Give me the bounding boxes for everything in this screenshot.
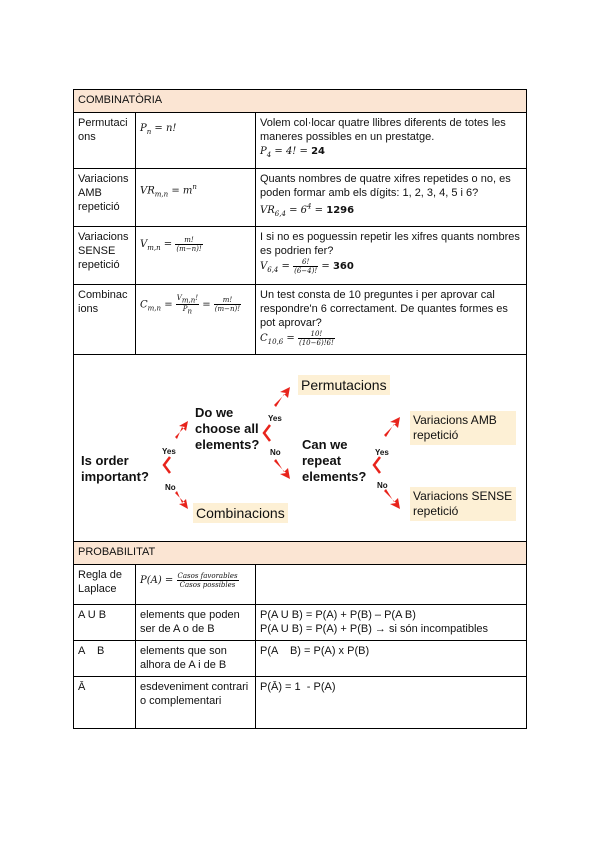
row-example: $C_{10,6}$ = $\frac{10!}{(10-6)!6!}$ bbox=[260, 330, 334, 347]
combinatoria-header-row bbox=[74, 90, 527, 113]
row-name: Ā bbox=[74, 677, 136, 729]
table-row bbox=[74, 605, 527, 641]
table-row bbox=[74, 285, 527, 355]
label-no: No bbox=[377, 481, 388, 490]
result-variacions-amb: Variacions AMB repetició bbox=[410, 411, 516, 445]
row-name: Combinac ions bbox=[74, 285, 136, 355]
result-combinacions: Combinacions bbox=[193, 503, 288, 523]
row-example: $P_4 = 4$! = 24 bbox=[260, 146, 325, 159]
arrow-up-icon bbox=[274, 387, 290, 407]
decision-diagram bbox=[74, 355, 527, 542]
table-row bbox=[74, 113, 527, 169]
row-example: P(A U B) = P(A) + P(B) – P(A B) P(A U B) = P(A) + P(B) → si són incompatibles bbox=[256, 605, 527, 641]
table-row bbox=[74, 641, 527, 677]
arrow-down-icon bbox=[274, 459, 290, 479]
label-no: No bbox=[270, 448, 281, 457]
row-name: Regla de Laplace bbox=[74, 565, 136, 605]
row-description bbox=[256, 565, 527, 605]
row-name: A B bbox=[74, 641, 136, 677]
result-variacions-sense: Variacions SENSE repetició bbox=[410, 487, 516, 521]
row-example: $VR_{6,4} = 6^4 = 1296$ bbox=[260, 203, 355, 219]
row-example: $V_{6,4}$ = $\frac{6!}{(6-4)!}$ = 360 bbox=[260, 258, 354, 275]
row-description: Un test consta de 10 preguntes i per aprovar cal respondre'n 6 correctament. De quantes formes es pot aprovar? $C_{10,6}$ = $\frac{10!}{(10-6)!6!}$ bbox=[256, 285, 527, 355]
probabilitat-title: PROBABILITAT bbox=[74, 542, 527, 565]
row-formula: P(A) = $\frac{\text{Casos favorables}}{\text{Casos possibles}}$ bbox=[136, 565, 256, 605]
label-yes: Yes bbox=[375, 448, 389, 457]
row-description: Quants nombres de quatre xifres repetides o no, es poden formar amb els dígits: 1, 2, 3, 4, 5 i 6? $VR_{6,4} = 6^4 = 1296$ bbox=[256, 169, 527, 227]
row-example: P(A B) = P(A) x P(B) bbox=[256, 641, 527, 677]
question-order: Is order important? bbox=[81, 453, 149, 484]
row-description: esdeveniment contrari o complementari bbox=[136, 677, 256, 729]
label-yes: Yes bbox=[162, 447, 176, 456]
row-formula: $C_{m,n}$ = $\frac{V_{m,n}!}{P_n}$ = $\frac{m!}{(m-n)!}$ bbox=[136, 285, 256, 355]
row-name: Variacions AMB repetició bbox=[74, 169, 136, 227]
arrow-up-icon bbox=[175, 421, 188, 439]
label-yes: Yes bbox=[268, 414, 282, 423]
question-repeat: Can we repeat elements? bbox=[302, 437, 367, 484]
table-row bbox=[74, 677, 527, 729]
table-row bbox=[74, 565, 527, 605]
arrow-down-icon bbox=[175, 491, 188, 509]
row-formula: $V_{m,n}$ = $\frac{m!}{(m-n)!}$ bbox=[136, 227, 256, 285]
row-example: P(Ā) = 1 - P(A) bbox=[256, 677, 527, 729]
row-name: Variacions SENSE repetició bbox=[74, 227, 136, 285]
diagram-row bbox=[74, 355, 527, 542]
row-description: Volem col·locar quatre llibres diferents de totes les maneres possibles en un prestatge. $P_4 = 4$! = 24 bbox=[256, 113, 527, 169]
row-description: I si no es poguessin repetir les xifres quants nombres es podrien fer? $V_{6,4}$ = $\frac{6!}{(6-4)!}$ = 360 bbox=[256, 227, 527, 285]
table-row bbox=[74, 169, 527, 227]
combinatoria-title: COMBINATÒRIA bbox=[74, 90, 527, 113]
row-formula: $P_n = n$! bbox=[136, 113, 256, 169]
row-name: A U B bbox=[74, 605, 136, 641]
row-formula: $VR_{m,n} = m^n$ bbox=[136, 169, 256, 227]
probabilitat-header-row bbox=[74, 542, 527, 565]
row-name: Permutaci ons bbox=[74, 113, 136, 169]
row-description: elements que poden ser de A o de B bbox=[136, 605, 256, 641]
row-description: elements que son alhora de A i de B bbox=[136, 641, 256, 677]
formula-sheet bbox=[73, 89, 527, 729]
question-all: Do we choose all elements? bbox=[195, 405, 260, 452]
arrow-up-icon bbox=[384, 417, 400, 437]
table-row bbox=[74, 227, 527, 285]
result-permutacions: Permutacions bbox=[298, 375, 390, 395]
label-no: No bbox=[165, 483, 176, 492]
